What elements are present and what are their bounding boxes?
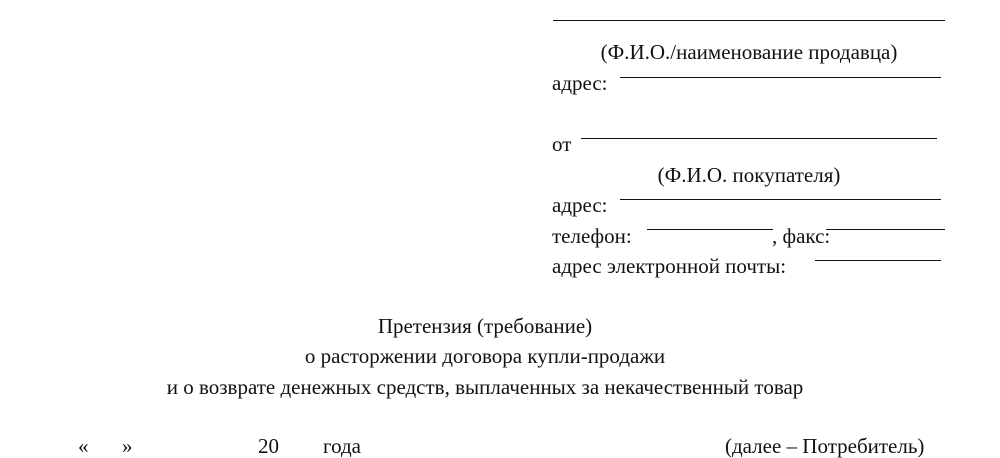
- seller-address-label: адрес:: [552, 71, 608, 95]
- seller-name-line: [553, 20, 945, 21]
- year-suffix: года: [323, 434, 361, 458]
- seller-address-line: [620, 77, 941, 78]
- buyer-caption: (Ф.И.О. покупателя): [657, 163, 841, 187]
- fax-label: , факс:: [772, 224, 831, 248]
- claim-subtitle-1: о расторжении договора купли-продажи: [304, 344, 666, 368]
- seller-caption: (Ф.И.О./наименование продавца): [600, 40, 898, 64]
- email-line: [815, 260, 941, 261]
- claim-title: Претензия (требование): [377, 314, 593, 338]
- buyer-address-label: адрес:: [552, 193, 608, 217]
- phone-label: телефон:: [552, 224, 632, 248]
- fax-line: [826, 229, 945, 230]
- email-label: адрес электронной почты:: [552, 254, 787, 278]
- buyer-name-line: [581, 138, 937, 139]
- consumer-note: (далее – Потребитель): [725, 434, 925, 458]
- date-close-quote: »: [122, 434, 133, 458]
- from-label: от: [552, 132, 572, 156]
- phone-line: [647, 229, 773, 230]
- year-prefix: 20: [258, 434, 279, 458]
- date-open-quote: «: [78, 434, 89, 458]
- buyer-address-line: [620, 199, 941, 200]
- claim-subtitle-2: и о возврате денежных средств, выплаченных за некачественный товар: [166, 375, 804, 399]
